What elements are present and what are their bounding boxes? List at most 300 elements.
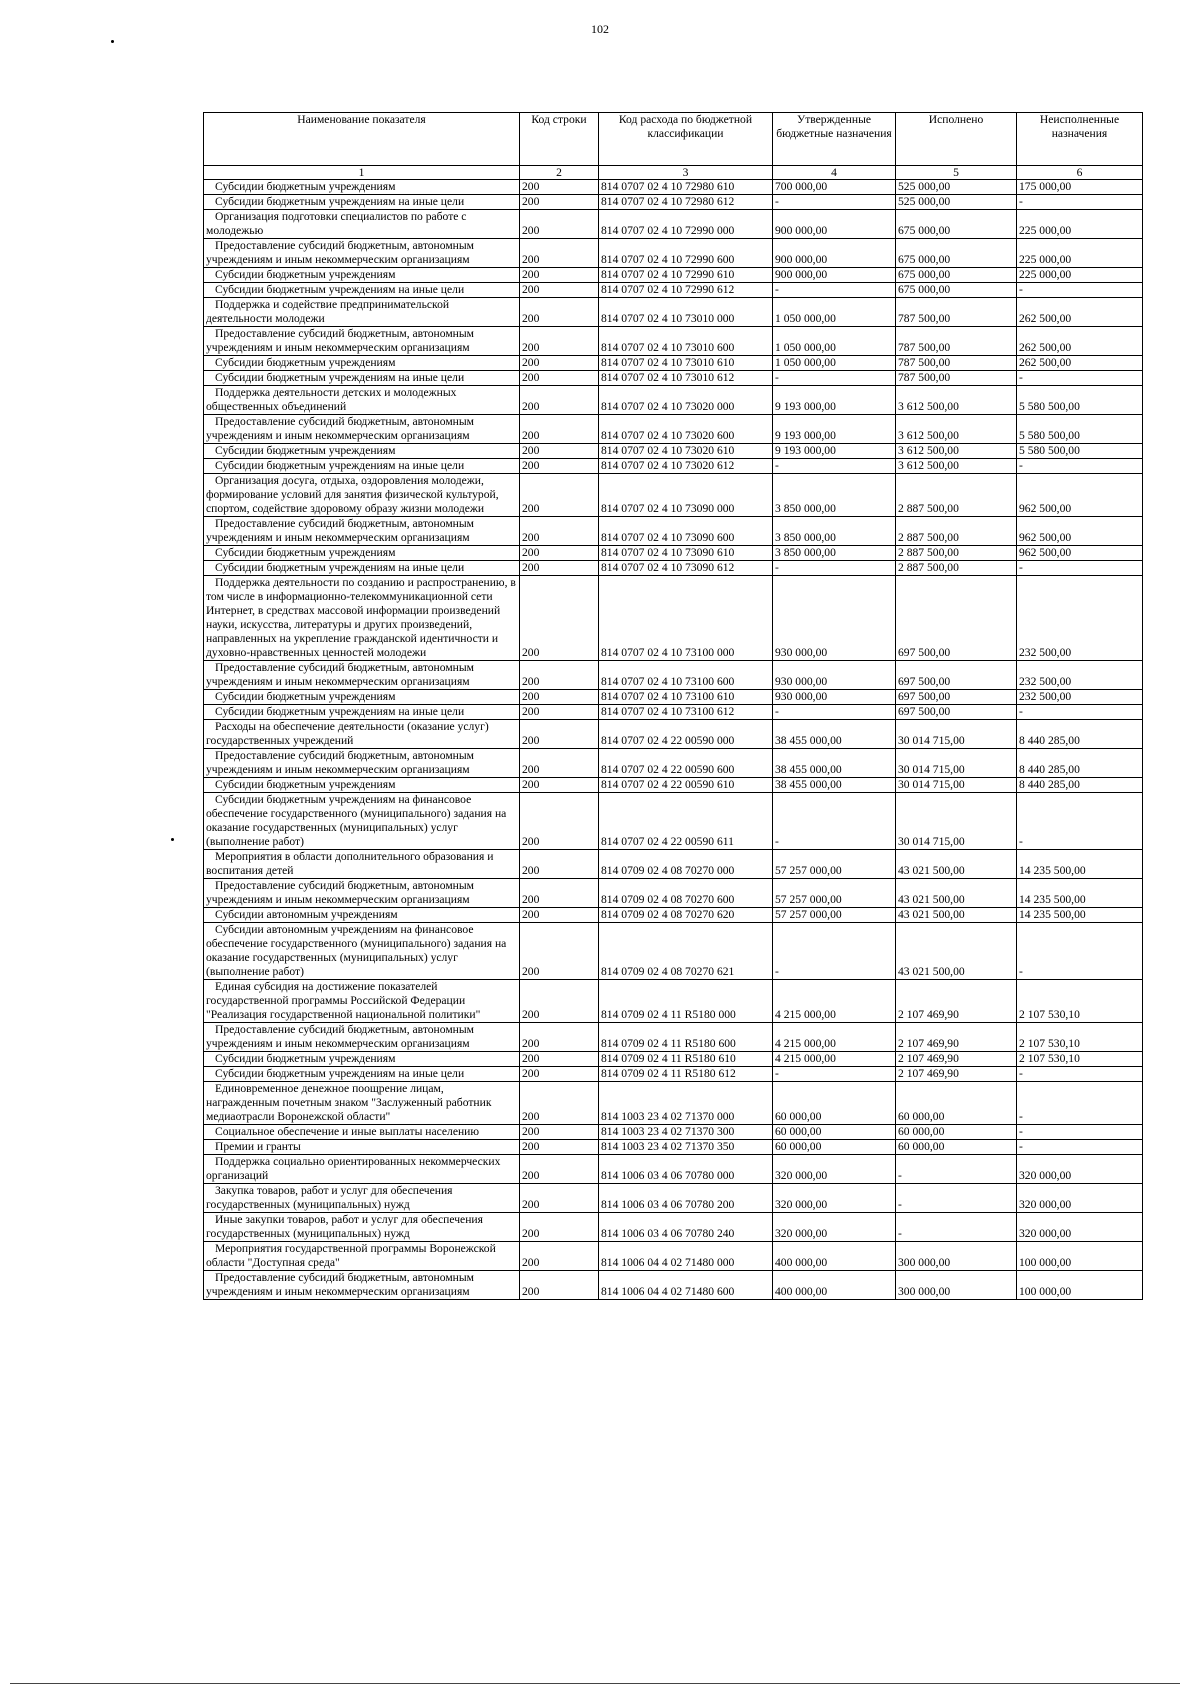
cell-approved: 930 000,00	[773, 661, 896, 690]
row-label: Субсидии бюджетным учреждениям на иные цели	[215, 1067, 465, 1080]
row-label: Субсидии бюджетным учреждениям	[215, 690, 396, 703]
cell-budget-code: 814 0707 02 4 10 73010 610	[599, 356, 773, 371]
cell-line-code: 200	[520, 371, 599, 386]
cell-line-code: 200	[520, 444, 599, 459]
cell-line-code: 200	[520, 908, 599, 923]
header-unexecuted: Неисполненные назначения	[1017, 113, 1143, 166]
cell-budget-code: 814 0709 02 4 08 70270 621	[599, 923, 773, 980]
cell-approved: -	[773, 561, 896, 576]
cell-line-code: 200	[520, 661, 599, 690]
cell-unexecuted: -	[1017, 923, 1143, 980]
cell-name	[204, 879, 520, 908]
cell-executed: 3 612 500,00	[896, 386, 1017, 415]
cell-line-code: 200	[520, 561, 599, 576]
cell-unexecuted: -	[1017, 283, 1143, 298]
cell-name	[204, 474, 520, 517]
header-approved: Утвержденные бюджетные назначения	[773, 113, 896, 166]
row-label: Субсидии бюджетным учреждениям	[215, 444, 396, 457]
row-label: Субсидии бюджетным учреждениям на иные цели	[215, 561, 465, 574]
cell-line-code: 200	[520, 459, 599, 474]
row-label: Социальное обеспечение и иные выплаты населению	[215, 1125, 480, 1138]
cell-budget-code: 814 1006 03 4 06 70780 240	[599, 1213, 773, 1242]
cell-approved: -	[773, 459, 896, 474]
cell-line-code: 200	[520, 517, 599, 546]
cell-executed: 30 014 715,00	[896, 720, 1017, 749]
cell-executed: 2 887 500,00	[896, 546, 1017, 561]
row-label: Предоставление субсидий бюджетным, автономным учреждениям и иным некоммерческим организациям	[206, 1271, 475, 1298]
row-label: Поддержка деятельности по созданию и распространению, в том числе в информационно-телекоммуникационной сети Интернет, в средствах массовой информации произведений науки, искусства, литературы и других произведений, направленных на укрепление гражданской идентичности и духовно-нравственных ценностей молодежи	[206, 576, 516, 659]
cell-budget-code: 814 1006 04 4 02 71480 000	[599, 1242, 773, 1271]
cell-unexecuted: 2 107 530,10	[1017, 1023, 1143, 1052]
cell-line-code: 200	[520, 1155, 599, 1184]
row-label: Предоставление субсидий бюджетным, автономным учреждениям и иным некоммерческим организациям	[206, 879, 475, 906]
cell-name	[204, 459, 520, 474]
cell-budget-code: 814 0709 02 4 08 70270 620	[599, 908, 773, 923]
cell-executed: 2 107 469,90	[896, 1067, 1017, 1082]
cell-line-code: 200	[520, 210, 599, 239]
table-row	[204, 444, 1143, 459]
table-row	[204, 474, 1143, 517]
cell-unexecuted: 14 235 500,00	[1017, 908, 1143, 923]
header-line-code: Код строки	[520, 113, 599, 166]
cell-name	[204, 386, 520, 415]
cell-line-code: 200	[520, 283, 599, 298]
cell-budget-code: 814 0709 02 4 11 R5180 000	[599, 980, 773, 1023]
cell-line-code: 200	[520, 1052, 599, 1067]
table-row	[204, 793, 1143, 850]
cell-unexecuted: 5 580 500,00	[1017, 386, 1143, 415]
cell-budget-code: 814 0707 02 4 10 73090 000	[599, 474, 773, 517]
table-row	[204, 720, 1143, 749]
cell-approved: -	[773, 923, 896, 980]
cell-unexecuted: 8 440 285,00	[1017, 720, 1143, 749]
cell-line-code: 200	[520, 239, 599, 268]
table-row	[204, 980, 1143, 1023]
table-row	[204, 268, 1143, 283]
cell-approved: 900 000,00	[773, 268, 896, 283]
table-row	[204, 1023, 1143, 1052]
table-row	[204, 923, 1143, 980]
row-label: Субсидии бюджетным учреждениям на финансовое обеспечение государственного (муниципального) задания на оказание государственных (муниципальных) услуг (выполнение работ)	[206, 793, 507, 848]
cell-executed: 30 014 715,00	[896, 778, 1017, 793]
cell-unexecuted: 225 000,00	[1017, 239, 1143, 268]
cell-approved: 4 215 000,00	[773, 980, 896, 1023]
table-row	[204, 371, 1143, 386]
cell-name	[204, 561, 520, 576]
row-label: Субсидии бюджетным учреждениям на иные цели	[215, 195, 465, 208]
cell-unexecuted: 962 500,00	[1017, 474, 1143, 517]
cell-name	[204, 850, 520, 879]
table-row	[204, 1125, 1143, 1140]
table-row	[204, 850, 1143, 879]
table-body	[204, 180, 1143, 1300]
cell-line-code: 200	[520, 298, 599, 327]
cell-executed: 675 000,00	[896, 239, 1017, 268]
cell-executed: 675 000,00	[896, 210, 1017, 239]
row-label: Единая субсидия на достижение показателей государственной программы Российской Федерации "Реализация государственной национальной политики"	[206, 980, 481, 1021]
header-budget-code: Код расхода по бюджетной классификации	[599, 113, 773, 166]
cell-approved: -	[773, 793, 896, 850]
cell-name	[204, 356, 520, 371]
cell-executed: 43 021 500,00	[896, 850, 1017, 879]
cell-name	[204, 1023, 520, 1052]
row-label: Субсидии автономным учреждениям на финансовое обеспечение государственного (муниципального) задания на оказание государственных (муниципальных) услуг (выполнение работ)	[206, 923, 507, 978]
table-row	[204, 1082, 1143, 1125]
cell-budget-code: 814 0707 02 4 10 73010 600	[599, 327, 773, 356]
page-bottom-rule	[10, 1683, 1180, 1684]
table-row	[204, 386, 1143, 415]
cell-line-code: 200	[520, 576, 599, 661]
cell-name	[204, 1271, 520, 1300]
cell-budget-code: 814 0709 02 4 11 R5180 610	[599, 1052, 773, 1067]
cell-name	[204, 1082, 520, 1125]
cell-approved: 60 000,00	[773, 1082, 896, 1125]
cell-approved: 3 850 000,00	[773, 546, 896, 561]
cell-unexecuted: 232 500,00	[1017, 690, 1143, 705]
cell-unexecuted: 262 500,00	[1017, 298, 1143, 327]
cell-budget-code: 814 0709 02 4 08 70270 000	[599, 850, 773, 879]
cell-approved: 930 000,00	[773, 576, 896, 661]
cell-name	[204, 778, 520, 793]
cell-name	[204, 690, 520, 705]
column-number-row	[204, 166, 1143, 180]
cell-unexecuted: 320 000,00	[1017, 1184, 1143, 1213]
row-label: Премии и гранты	[215, 1140, 301, 1153]
cell-budget-code: 814 1003 23 4 02 71370 350	[599, 1140, 773, 1155]
cell-executed: 697 500,00	[896, 705, 1017, 720]
cell-unexecuted: 962 500,00	[1017, 517, 1143, 546]
column-number: 3	[599, 166, 773, 180]
table-row	[204, 690, 1143, 705]
table-row	[204, 210, 1143, 239]
column-number: 4	[773, 166, 896, 180]
cell-name	[204, 1242, 520, 1271]
cell-unexecuted: -	[1017, 195, 1143, 210]
cell-name	[204, 195, 520, 210]
cell-unexecuted: 100 000,00	[1017, 1271, 1143, 1300]
cell-executed: 2 107 469,90	[896, 980, 1017, 1023]
cell-executed: 2 887 500,00	[896, 517, 1017, 546]
cell-line-code: 200	[520, 850, 599, 879]
cell-budget-code: 814 0707 02 4 10 73010 612	[599, 371, 773, 386]
cell-name	[204, 749, 520, 778]
cell-approved: 1 050 000,00	[773, 356, 896, 371]
row-label: Организация досуга, отдыха, оздоровления молодежи, формирование условий для занятия физической культурой, спортом, содействие здоровому образу жизни молодежи	[206, 474, 499, 515]
cell-executed: 2 107 469,90	[896, 1023, 1017, 1052]
cell-executed: 2 107 469,90	[896, 1052, 1017, 1067]
budget-execution-table	[203, 112, 1143, 1300]
cell-unexecuted: -	[1017, 1140, 1143, 1155]
cell-approved: -	[773, 371, 896, 386]
cell-budget-code: 814 0707 02 4 10 72980 610	[599, 180, 773, 195]
cell-approved: -	[773, 195, 896, 210]
cell-unexecuted: 962 500,00	[1017, 546, 1143, 561]
column-number: 6	[1017, 166, 1143, 180]
row-label: Субсидии бюджетным учреждениям на иные цели	[215, 705, 465, 718]
cell-name	[204, 908, 520, 923]
cell-line-code: 200	[520, 705, 599, 720]
cell-executed: 300 000,00	[896, 1271, 1017, 1300]
cell-budget-code: 814 0709 02 4 11 R5180 600	[599, 1023, 773, 1052]
cell-approved: 38 455 000,00	[773, 749, 896, 778]
cell-name	[204, 444, 520, 459]
cell-name	[204, 1067, 520, 1082]
cell-unexecuted: 100 000,00	[1017, 1242, 1143, 1271]
cell-name	[204, 517, 520, 546]
cell-unexecuted: 225 000,00	[1017, 210, 1143, 239]
cell-name	[204, 1213, 520, 1242]
row-label: Предоставление субсидий бюджетным, автономным учреждениям и иным некоммерческим организациям	[206, 239, 475, 266]
cell-name	[204, 371, 520, 386]
cell-budget-code: 814 0707 02 4 10 73090 610	[599, 546, 773, 561]
row-label: Предоставление субсидий бюджетным, автономным учреждениям и иным некоммерческим организациям	[206, 327, 475, 354]
table-row	[204, 239, 1143, 268]
cell-approved: 38 455 000,00	[773, 720, 896, 749]
table-row	[204, 576, 1143, 661]
cell-approved: 57 257 000,00	[773, 908, 896, 923]
cell-name	[204, 180, 520, 195]
cell-unexecuted: 175 000,00	[1017, 180, 1143, 195]
cell-executed: 60 000,00	[896, 1125, 1017, 1140]
cell-name	[204, 661, 520, 690]
cell-approved: 57 257 000,00	[773, 879, 896, 908]
cell-executed: 30 014 715,00	[896, 793, 1017, 850]
cell-approved: 320 000,00	[773, 1155, 896, 1184]
cell-line-code: 200	[520, 1082, 599, 1125]
row-label: Поддержка деятельности детских и молодежных общественных объединений	[206, 386, 457, 413]
cell-unexecuted: -	[1017, 459, 1143, 474]
cell-unexecuted: -	[1017, 705, 1143, 720]
cell-budget-code: 814 0707 02 4 22 00590 610	[599, 778, 773, 793]
table-row	[204, 1052, 1143, 1067]
cell-name	[204, 1140, 520, 1155]
cell-unexecuted: 232 500,00	[1017, 661, 1143, 690]
cell-executed: 3 612 500,00	[896, 459, 1017, 474]
cell-line-code: 200	[520, 923, 599, 980]
column-number: 1	[204, 166, 520, 180]
cell-budget-code: 814 0707 02 4 10 73100 600	[599, 661, 773, 690]
cell-budget-code: 814 1006 03 4 06 70780 000	[599, 1155, 773, 1184]
cell-line-code: 200	[520, 474, 599, 517]
row-label: Субсидии бюджетным учреждениям на иные цели	[215, 371, 465, 384]
row-label: Субсидии бюджетным учреждениям на иные цели	[215, 459, 465, 472]
table-row	[204, 1184, 1143, 1213]
table-row	[204, 415, 1143, 444]
table-row	[204, 661, 1143, 690]
header-executed: Исполнено	[896, 113, 1017, 166]
cell-unexecuted: 232 500,00	[1017, 576, 1143, 661]
column-number: 5	[896, 166, 1017, 180]
row-label: Субсидии бюджетным учреждениям	[215, 180, 396, 193]
table-row	[204, 1213, 1143, 1242]
table-row	[204, 879, 1143, 908]
cell-budget-code: 814 0707 02 4 10 73090 612	[599, 561, 773, 576]
cell-executed: 43 021 500,00	[896, 923, 1017, 980]
cell-budget-code: 814 0707 02 4 22 00590 611	[599, 793, 773, 850]
cell-name	[204, 923, 520, 980]
cell-name	[204, 1155, 520, 1184]
table-row	[204, 517, 1143, 546]
cell-name	[204, 298, 520, 327]
cell-approved: 4 215 000,00	[773, 1023, 896, 1052]
cell-line-code: 200	[520, 749, 599, 778]
cell-approved: 1 050 000,00	[773, 298, 896, 327]
cell-approved: 900 000,00	[773, 210, 896, 239]
row-label: Предоставление субсидий бюджетным, автономным учреждениям и иным некоммерческим организациям	[206, 415, 475, 442]
cell-line-code: 200	[520, 195, 599, 210]
cell-name	[204, 720, 520, 749]
cell-line-code: 200	[520, 268, 599, 283]
cell-unexecuted: 8 440 285,00	[1017, 778, 1143, 793]
row-label: Субсидии бюджетным учреждениям	[215, 1052, 396, 1065]
cell-budget-code: 814 0707 02 4 10 73020 610	[599, 444, 773, 459]
cell-budget-code: 814 0707 02 4 10 73090 600	[599, 517, 773, 546]
cell-line-code: 200	[520, 1242, 599, 1271]
cell-executed: 525 000,00	[896, 180, 1017, 195]
cell-line-code: 200	[520, 793, 599, 850]
cell-name	[204, 1184, 520, 1213]
row-label: Закупка товаров, работ и услуг для обеспечения государственных (муниципальных) нужд	[206, 1184, 453, 1211]
cell-name	[204, 576, 520, 661]
cell-approved: -	[773, 705, 896, 720]
cell-approved: -	[773, 283, 896, 298]
cell-unexecuted: 2 107 530,10	[1017, 980, 1143, 1023]
cell-unexecuted: 5 580 500,00	[1017, 444, 1143, 459]
cell-name	[204, 705, 520, 720]
header-row	[204, 113, 1143, 166]
cell-approved: 9 193 000,00	[773, 386, 896, 415]
column-number: 2	[520, 166, 599, 180]
cell-approved: 400 000,00	[773, 1242, 896, 1271]
table-row	[204, 1271, 1143, 1300]
cell-executed: 697 500,00	[896, 690, 1017, 705]
cell-approved: 930 000,00	[773, 690, 896, 705]
cell-executed: 525 000,00	[896, 195, 1017, 210]
cell-name	[204, 239, 520, 268]
row-label: Субсидии бюджетным учреждениям	[215, 356, 396, 369]
cell-executed: 43 021 500,00	[896, 908, 1017, 923]
table-row	[204, 1140, 1143, 1155]
row-label: Субсидии бюджетным учреждениям на иные цели	[215, 283, 465, 296]
cell-unexecuted: 320 000,00	[1017, 1155, 1143, 1184]
cell-name	[204, 980, 520, 1023]
header-name: Наименование показателя	[204, 113, 520, 166]
cell-executed: 787 500,00	[896, 356, 1017, 371]
row-label: Мероприятия государственной программы Воронежской области "Доступная среда"	[206, 1242, 496, 1269]
cell-budget-code: 814 0707 02 4 10 73020 600	[599, 415, 773, 444]
row-label: Предоставление субсидий бюджетным, автономным учреждениям и иным некоммерческим организациям	[206, 1023, 475, 1050]
row-label: Поддержка социально ориентированных некоммерческих организаций	[206, 1155, 501, 1182]
page-number: 102	[591, 22, 609, 36]
cell-executed: 3 612 500,00	[896, 444, 1017, 459]
cell-line-code: 200	[520, 1184, 599, 1213]
table-row	[204, 1155, 1143, 1184]
table-row	[204, 327, 1143, 356]
cell-approved: 9 193 000,00	[773, 415, 896, 444]
cell-approved: 60 000,00	[773, 1125, 896, 1140]
cell-approved: 3 850 000,00	[773, 474, 896, 517]
cell-budget-code: 814 0707 02 4 10 73100 000	[599, 576, 773, 661]
cell-budget-code: 814 0707 02 4 10 72990 610	[599, 268, 773, 283]
cell-name	[204, 283, 520, 298]
cell-name	[204, 268, 520, 283]
cell-approved: 1 050 000,00	[773, 327, 896, 356]
cell-unexecuted: 14 235 500,00	[1017, 850, 1143, 879]
table-row	[204, 180, 1143, 195]
cell-unexecuted: -	[1017, 561, 1143, 576]
cell-line-code: 200	[520, 180, 599, 195]
cell-budget-code: 814 0707 02 4 10 73020 000	[599, 386, 773, 415]
table-row	[204, 561, 1143, 576]
cell-line-code: 200	[520, 1067, 599, 1082]
cell-unexecuted: 262 500,00	[1017, 356, 1143, 371]
cell-approved: 3 850 000,00	[773, 517, 896, 546]
cell-name	[204, 793, 520, 850]
cell-budget-code: 814 1003 23 4 02 71370 300	[599, 1125, 773, 1140]
table-row	[204, 356, 1143, 371]
row-label: Организация подготовки специалистов по работе с молодежью	[206, 210, 467, 237]
table-row	[204, 195, 1143, 210]
cell-executed: 3 612 500,00	[896, 415, 1017, 444]
cell-executed: 60 000,00	[896, 1082, 1017, 1125]
cell-budget-code: 814 0707 02 4 10 72980 612	[599, 195, 773, 210]
cell-executed: 675 000,00	[896, 268, 1017, 283]
scan-speck	[171, 838, 174, 841]
row-label: Предоставление субсидий бюджетным, автономным учреждениям и иным некоммерческим организациям	[206, 517, 475, 544]
cell-executed: -	[896, 1213, 1017, 1242]
cell-approved: 4 215 000,00	[773, 1052, 896, 1067]
cell-unexecuted: -	[1017, 1067, 1143, 1082]
cell-executed: 300 000,00	[896, 1242, 1017, 1271]
cell-budget-code: 814 0707 02 4 22 00590 600	[599, 749, 773, 778]
cell-budget-code: 814 0707 02 4 10 73010 000	[599, 298, 773, 327]
cell-name	[204, 1125, 520, 1140]
cell-line-code: 200	[520, 690, 599, 705]
table-row	[204, 546, 1143, 561]
cell-line-code: 200	[520, 1140, 599, 1155]
cell-line-code: 200	[520, 980, 599, 1023]
cell-unexecuted: -	[1017, 1082, 1143, 1125]
cell-unexecuted: 225 000,00	[1017, 268, 1143, 283]
cell-executed: 675 000,00	[896, 283, 1017, 298]
cell-name	[204, 1052, 520, 1067]
cell-name	[204, 546, 520, 561]
cell-line-code: 200	[520, 778, 599, 793]
cell-executed: 697 500,00	[896, 661, 1017, 690]
cell-executed: 2 887 500,00	[896, 561, 1017, 576]
cell-unexecuted: 8 440 285,00	[1017, 749, 1143, 778]
cell-executed: 2 887 500,00	[896, 474, 1017, 517]
cell-unexecuted: 320 000,00	[1017, 1213, 1143, 1242]
cell-budget-code: 814 0707 02 4 10 72990 612	[599, 283, 773, 298]
row-label: Субсидии бюджетным учреждениям	[215, 268, 396, 281]
cell-line-code: 200	[520, 1023, 599, 1052]
cell-line-code: 200	[520, 879, 599, 908]
cell-executed: 787 500,00	[896, 327, 1017, 356]
table-row	[204, 778, 1143, 793]
table-row	[204, 283, 1143, 298]
cell-line-code: 200	[520, 546, 599, 561]
cell-executed: 697 500,00	[896, 576, 1017, 661]
table-row	[204, 705, 1143, 720]
cell-name	[204, 415, 520, 444]
cell-unexecuted: 262 500,00	[1017, 327, 1143, 356]
table-row	[204, 459, 1143, 474]
cell-executed: 43 021 500,00	[896, 879, 1017, 908]
cell-executed: -	[896, 1155, 1017, 1184]
cell-budget-code: 814 0709 02 4 11 R5180 612	[599, 1067, 773, 1082]
cell-budget-code: 814 1006 04 4 02 71480 600	[599, 1271, 773, 1300]
